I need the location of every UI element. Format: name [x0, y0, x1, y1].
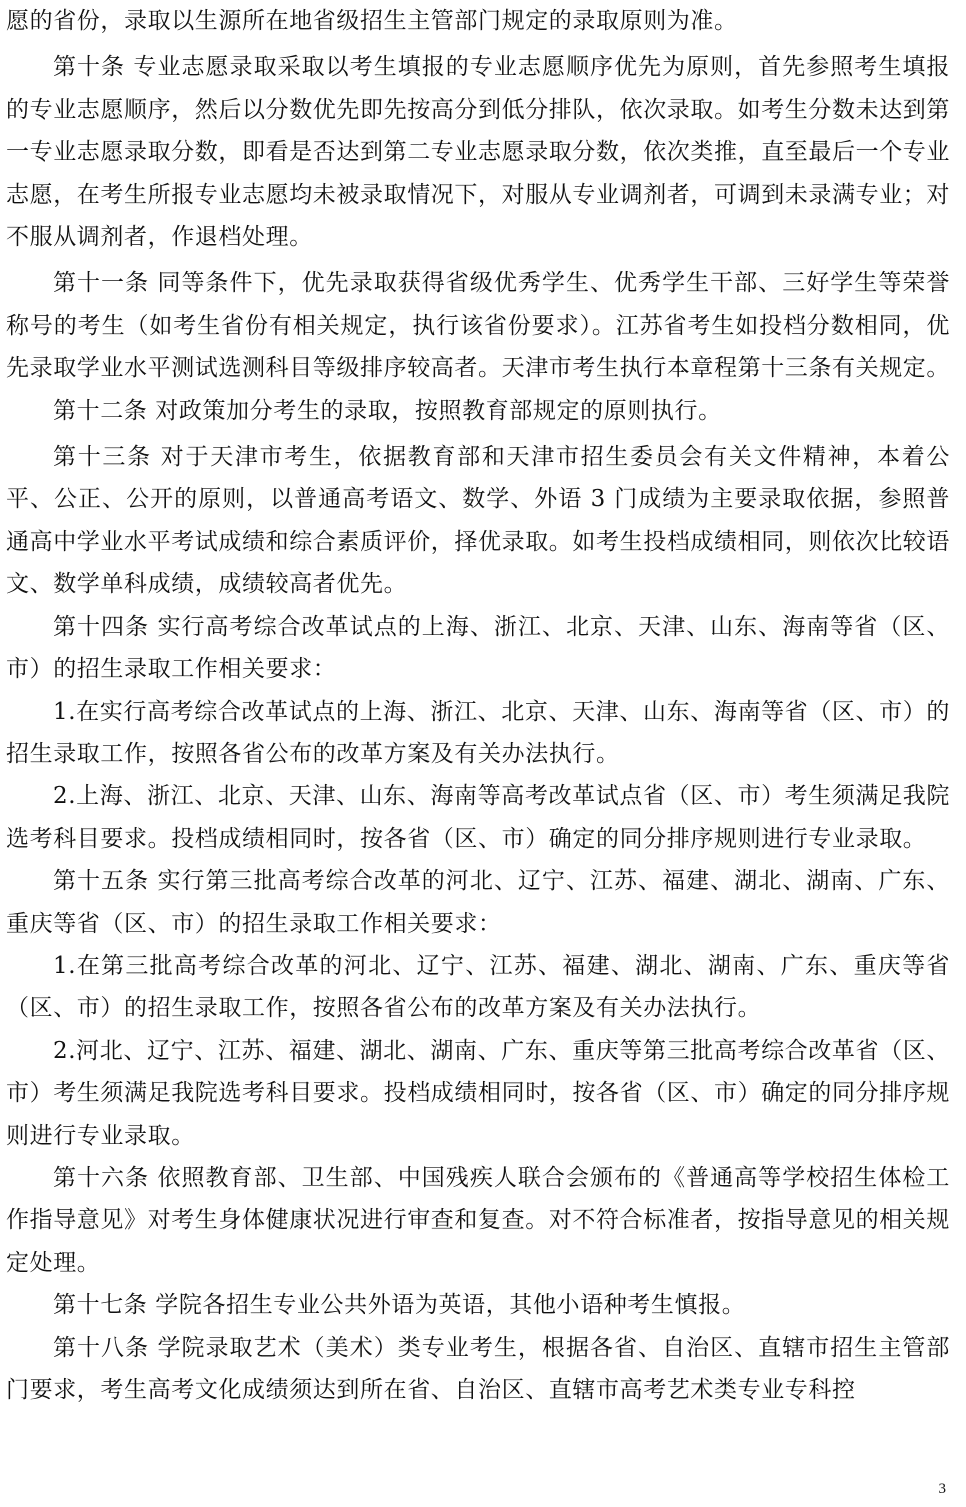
- paragraph-article-14: 第十四条 实行高考综合改革试点的上海、浙江、北京、天津、山东、海南等省（区、市）的招生录取工作相关要求：: [6, 613, 950, 683]
- paragraph-article-15: 第十五条 实行第三批高考综合改革的河北、辽宁、江苏、福建、湖北、湖南、广东、重庆等省（区、市）的招生录取工作相关要求：: [6, 868, 950, 937]
- paragraph-article-11: 第十一条 同等条件下，优先录取获得省级优秀学生、优秀学生干部、三好学生等荣誉称号的考生（如考生省份有相关规定，执行该省份要求）。江苏省考生如投档分数相同，优先录取学业水平测试选测科目等级排序较高者。天津市考生执行本章程第十三条有关规定。: [6, 270, 950, 382]
- paragraph-article-14-item-2: 2.上海、浙江、北京、天津、山东、海南等高考改革试点省（区、市）考生须满足我院选考科目要求。投档成绩相同时，按各省（区、市）确定的同分排序规则进行专业录取。: [6, 783, 950, 852]
- paragraph-article-15-item-1: 1.在第三批高考综合改革的河北、辽宁、江苏、福建、湖北、湖南、广东、重庆等省（区、市）的招生录取工作，按照各省公布的改革方案及有关办法执行。: [6, 952, 950, 1022]
- paragraph-article-13: 第十三条 对于天津市考生，依据教育部和天津市招生委员会有关文件精神，本着公平、公正、公开的原则，以普通高考语文、数学、外语 3 门成绩为主要录取依据，参照普通高中学业水平考试成绩和综合素质评价，择优录取。如考生投档成绩相同，则依次比较语文、数学单科成绩，成绩较高者优先。: [6, 444, 950, 598]
- paragraph-continuation: 愿的省份，录取以生源所在地省级招生主管部门规定的录取原则为准。: [6, 8, 738, 34]
- paragraph-article-14-item-1: 1.在实行高考综合改革试点的上海、浙江、北京、天津、山东、海南等省（区、市）的招生录取工作，按照各省公布的改革方案及有关办法执行。: [6, 698, 950, 767]
- document-page: [6, 0, 950, 1411]
- paragraph-article-17: 第十七条 学院各招生专业公共外语为英语，其他小语种考生慎报。: [53, 1292, 746, 1319]
- paragraph-article-15-item-2: 2.河北、辽宁、江苏、福建、湖北、湖南、广东、重庆等第三批高考综合改革省（区、市）考生须满足我院选考科目要求。投档成绩相同时，按各省（区、市）确定的同分排序规则进行专业录取。: [6, 1037, 950, 1149]
- paragraph-article-12: 第十二条 对政策加分考生的录取，按照教育部规定的原则执行。: [53, 397, 722, 424]
- paragraph-article-16: 第十六条 依照教育部、卫生部、中国残疾人联合会颁布的《普通高等学校招生体检工作指导意见》对考生身体健康状况进行审查和复查。对不符合标准者，按指导意见的相关规定处理。: [6, 1164, 950, 1276]
- paragraph-article-10: 第十条 专业志愿录取采取以考生填报的专业志愿顺序优先为原则，首先参照考生填报的专业志愿顺序，然后以分数优先即先按高分到低分排队，依次录取。如考生分数未达到第一专业志愿录取分数，即看是否达到第二专业志愿录取分数，依次类推，直至最后一个专业志愿，在考生所报专业志愿均未被录取情况下，对服从专业调剂者，可调到未录满专业；对不服从调剂者，作退档处理。: [6, 54, 950, 251]
- paragraph-article-18: 第十八条 学院录取艺术（美术）类专业考生，根据各省、自治区、直辖市招生主管部门要求，考生高考文化成绩须达到所在省、自治区、直辖市高考艺术类专业专科控: [6, 1334, 950, 1403]
- page-number: 3: [938, 1481, 946, 1497]
